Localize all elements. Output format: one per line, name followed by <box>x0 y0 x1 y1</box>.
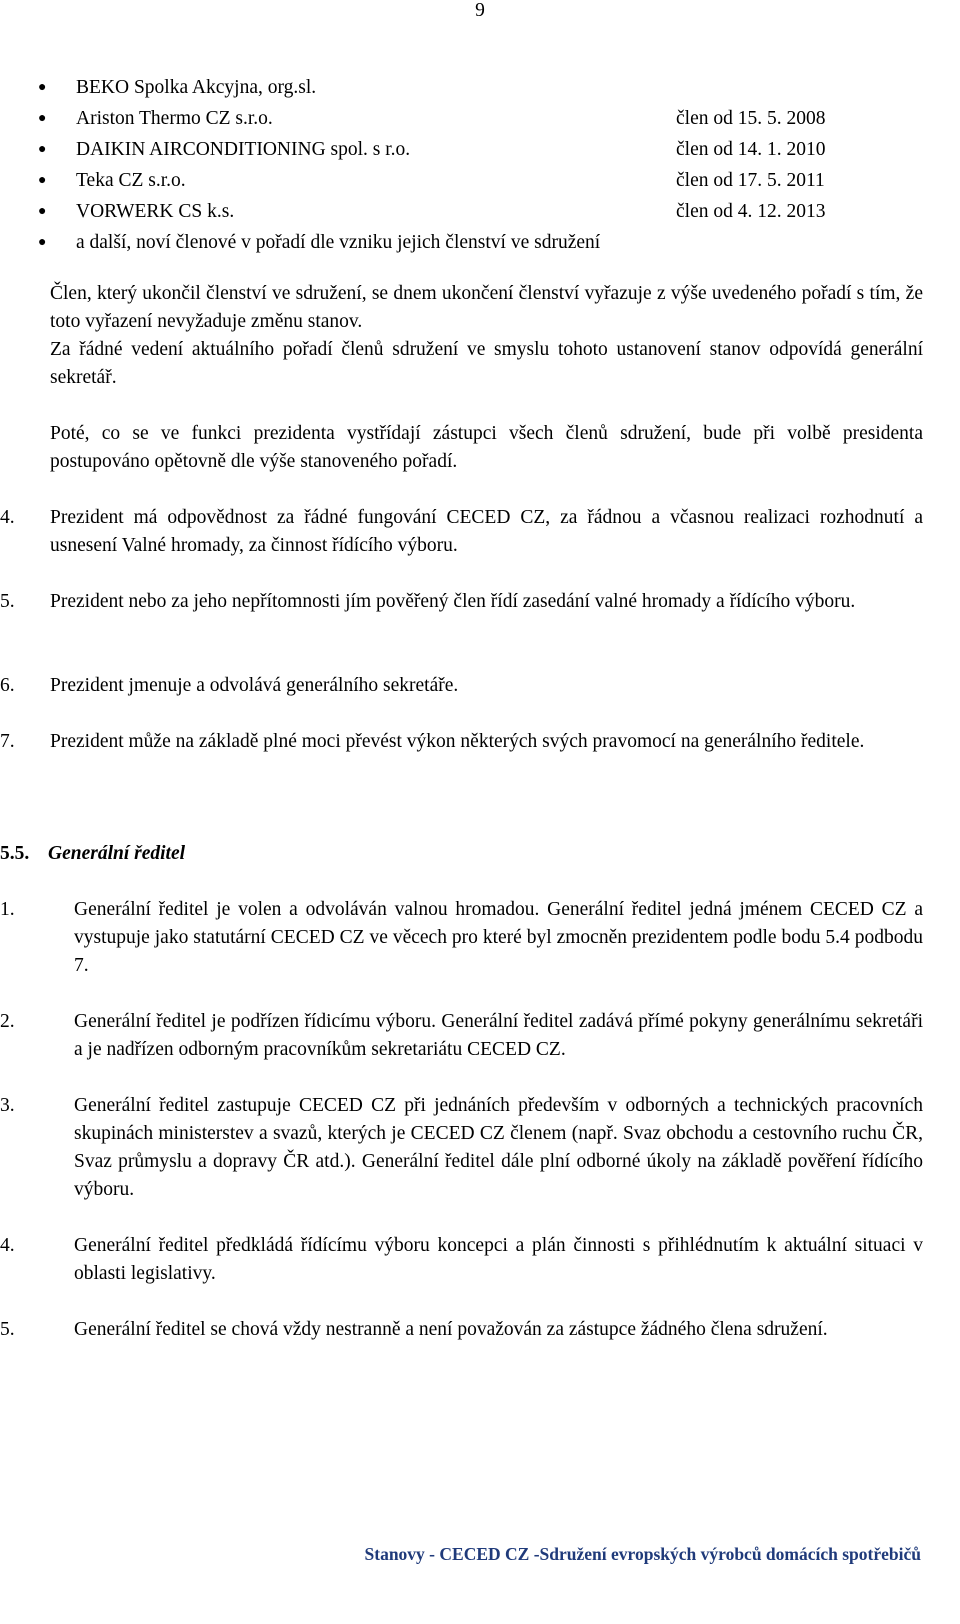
member-since: člen od 15. 5. 2008 <box>676 108 826 129</box>
section-title: Generální ředitel <box>48 843 186 864</box>
bullet-icon: ● <box>38 235 47 250</box>
page-number: 9 <box>475 0 485 21</box>
member-name: VORWERK CS k.s. <box>76 201 235 222</box>
member-name: a další, noví členové v pořadí dle vzniku jejich členství ve sdružení <box>76 232 601 253</box>
item-number: 5. <box>0 591 15 612</box>
member-name: Teka CZ s.r.o. <box>76 170 186 191</box>
bullet-icon: ● <box>38 204 47 219</box>
bullet-icon: ● <box>38 173 47 188</box>
list-item <box>38 229 918 260</box>
bullet-icon: ● <box>38 142 47 157</box>
item-text: Generální ředitel je podřízen řídicímu výboru. Generální ředitel zadává přímé pokyny generálnímu sekretáři a je nadřízen odborným pracovníkům sekretariátu CECED CZ. <box>74 1011 923 1060</box>
item-number: 7. <box>0 731 15 752</box>
member-since: člen od 14. 1. 2010 <box>676 139 826 160</box>
member-name: BEKO Spolka Akcyjna, org.sl. <box>76 77 317 98</box>
item-number: 2. <box>0 1011 15 1032</box>
item-number: 6. <box>0 675 15 696</box>
list-item <box>38 105 918 136</box>
list-item <box>38 136 918 167</box>
item-text: Prezident může na základě plné moci převést výkon některých svých pravomocí na generálního ředitele. <box>50 731 865 752</box>
member-name: Ariston Thermo CZ s.r.o. <box>76 108 273 129</box>
member-since: člen od 17. 5. 2011 <box>676 170 825 191</box>
item-text: Prezident jmenuje a odvolává generálního sekretáře. <box>50 675 459 696</box>
member-name: DAIKIN AIRCONDITIONING spol. s r.o. <box>76 139 411 160</box>
paragraph-removal: Člen, který ukončil členství ve sdružení, se dnem ukončení členství vyřazuje z výše uvedeného pořadí s tím, že toto vyřazení nevyžaduje změnu stanov. <box>50 283 923 332</box>
section-number: 5.5. <box>0 843 30 864</box>
item-number: 3. <box>0 1095 15 1116</box>
item-text: Generální ředitel předkládá řídícímu výboru koncepci a plán činnosti s přihlédnutím k aktuální situaci v oblasti legislativy. <box>74 1235 923 1284</box>
bullet-icon: ● <box>38 80 47 95</box>
item-number: 1. <box>0 899 15 920</box>
member-since: člen od 4. 12. 2013 <box>676 201 826 222</box>
page-footer: Stanovy - CECED CZ -Sdružení evropských výrobců domácích spotřebičů <box>364 1544 921 1564</box>
list-item <box>38 167 918 198</box>
item-number: 4. <box>0 1235 15 1256</box>
member-list <box>38 74 918 260</box>
list-item <box>38 74 918 105</box>
item-number: 5. <box>0 1319 15 1340</box>
paragraph-rotation: Poté, co se ve funkci prezidenta vystřídají zástupci všech členů sdružení, bude při volbě presidenta postupováno opětovně dle výše stanoveného pořadí. <box>50 423 923 472</box>
item-text: Generální ředitel se chová vždy nestranně a není považován za zástupce žádného člena sdružení. <box>74 1319 828 1340</box>
item-text: Prezident nebo za jeho nepřítomnosti jím pověřený člen řídí zasedání valné hromady a řídícího výboru. <box>50 591 856 612</box>
item-number: 4. <box>0 507 15 528</box>
list-item <box>38 198 918 229</box>
item-text: Generální ředitel zastupuje CECED CZ při jednáních především v odborných a technických pracovních skupinách ministerstev a svazů, kterých je CECED CZ členem (např. Svaz obchodu a cestovního ruchu ČR, Svaz průmyslu a dopravy ČR atd.). Generální ředitel dále plní odborné úkoly na základě pověření řídícího výboru. <box>74 1095 923 1200</box>
paragraph-responsibility: Za řádné vedení aktuálního pořadí členů sdružení ve smyslu tohoto ustanovení stanov odpovídá generální sekretář. <box>50 339 923 388</box>
item-text: Generální ředitel je volen a odvoláván valnou hromadou. Generální ředitel jedná jménem CECED CZ a vystupuje jako statutární CECED CZ ve věcech pro které byl zmocněn prezidentem podle bodu 5.4 podbodu 7. <box>74 899 923 976</box>
item-text: Prezident má odpovědnost za řádné fungování CECED CZ, za řádnou a včasnou realizaci rozhodnutí a usnesení Valné hromady, za činnost řídícího výboru. <box>50 507 923 556</box>
bullet-icon: ● <box>38 111 47 126</box>
